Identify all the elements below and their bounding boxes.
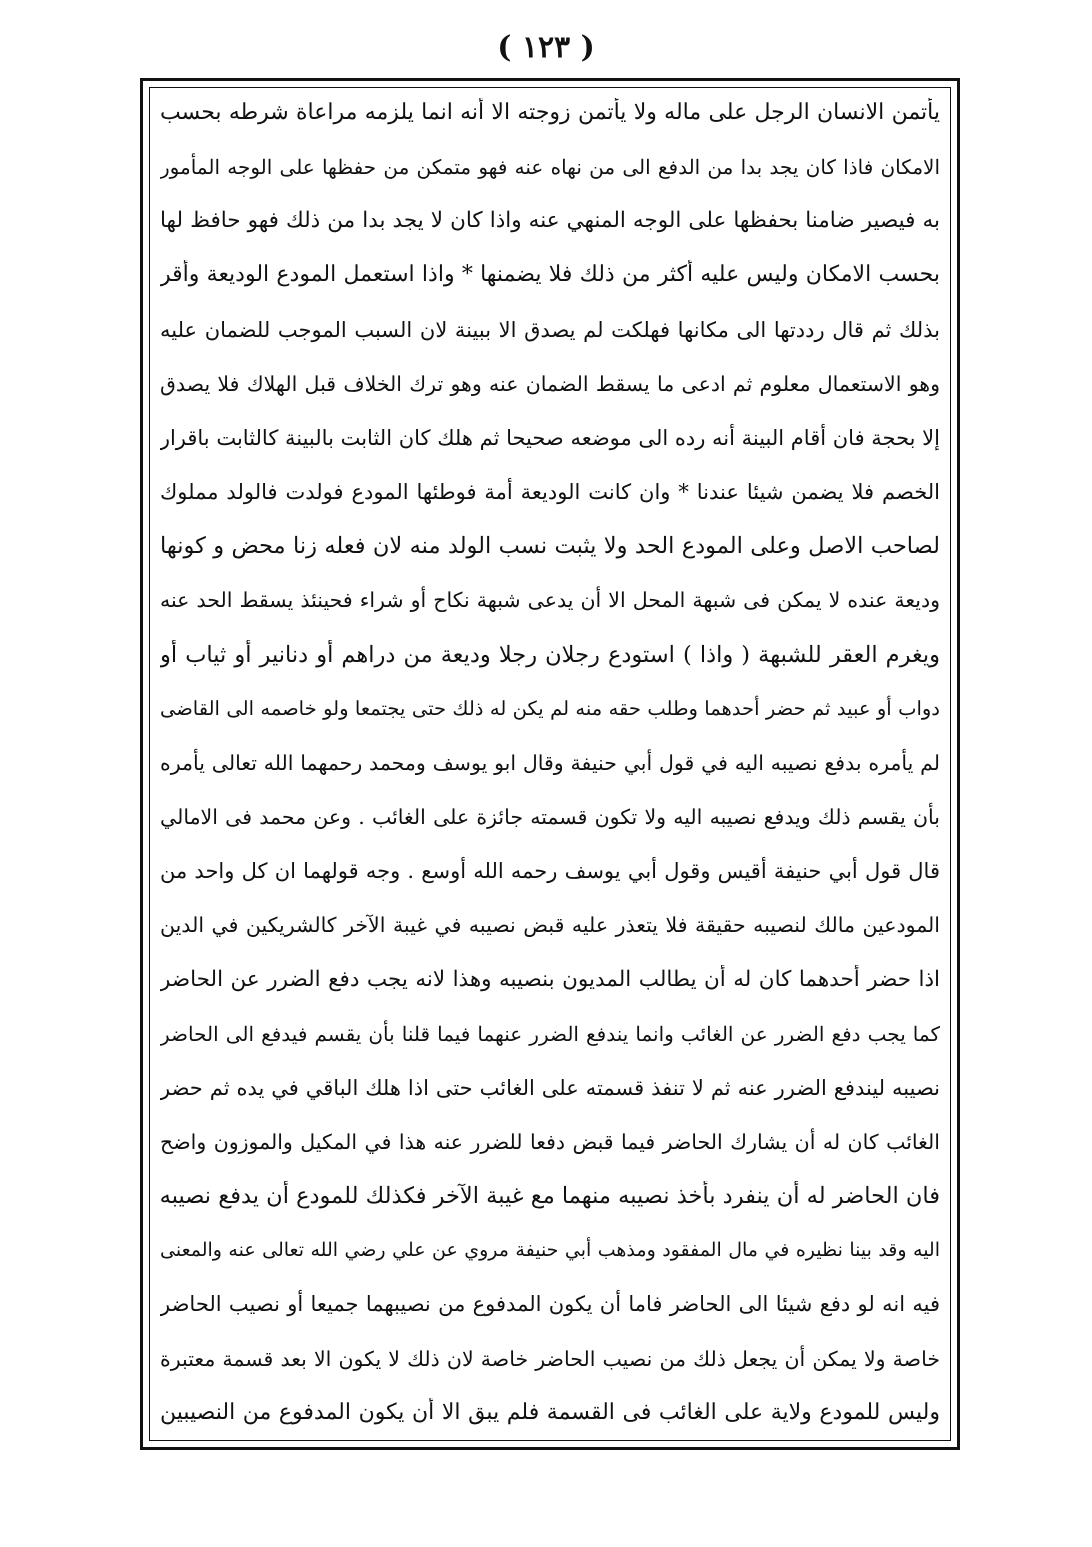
text-line: لم يأمره بدفع نصيبه اليه في قول أبي حنيفة وقال ابو يوسف ومحمد رحمهما الله تعالى يأمره	[160, 750, 940, 775]
text-line: الخصم فلا يضمن شيئا عندنا * وان كانت الوديعة أمة فوطئها المودع فولدت فالولد مملوك	[160, 480, 940, 505]
text-line: وليس للمودع ولاية على الغائب فى القسمة فلم يبق الا أن يكون المدفوع من النصيبين	[160, 1399, 940, 1425]
page-number: ( ١٢٣ )	[497, 30, 595, 65]
text-line: الغائب كان له أن يشارك الحاضر فيما قبض دفعا للضرر عنه هذا في المكيل والموزون واضح	[160, 1129, 940, 1154]
text-line: إلا بحجة فان أقام البينة أنه رده الى موضعه صحيحا ثم هلك كان الثابت بالبينة كالثابت باقرار	[160, 425, 940, 450]
text-line: اليه وقد بينا نظيره في مال المفقود ومذهب أبي حنيفة مروي عن علي رضي الله تعالى عنه والمعنى	[160, 1239, 940, 1262]
text-line: يأتمن الانسان الرجل على ماله ولا يأتمن زوجته الا أنه انما يلزمه مراعاة شرطه بحسب	[160, 100, 940, 125]
text-line: المودعين مالك لنصيبه حقيقة فلا يتعذر عليه قبض نصيبه في غيبة الآخر كالشريكين في الدين	[160, 913, 940, 938]
text-line: بذلك ثم قال رددتها الى مكانها فهلكت لم يصدق الا ببينة لان السبب الموجب للضمان عليه	[160, 317, 940, 342]
text-line: اذا حضر أحدهما كان له أن يطالب المديون بنصيبه وهذا لانه يجب دفع الضرر عن الحاضر	[160, 966, 940, 992]
text-line: قال قول أبي حنيفة أقيس وقول أبي يوسف رحمه الله أوسع . وجه قولهما ان كل واحد من	[160, 859, 940, 884]
text-line: وديعة عنده لا يمكن فى شبهة المحل الا أن يدعى شبهة نكاح أو شراء فحينئذ يسقط الحد عنه	[160, 588, 940, 613]
text-line: كما يجب دفع الضرر عن الغائب وانما يندفع الضرر عنهما فيما قلنا بأن يقسم فيدفع الى الحاضر	[160, 1021, 940, 1046]
text-line: الامكان فاذا كان يجد بدا من الدفع الى من نهاه عنه فهو متمكن من حفظها على الوجه المأمور	[160, 155, 940, 180]
text-line: فان الحاضر له أن ينفرد بأخذ نصيبه منهما مع غيبة الآخر فكذلك للمودع أن يدفع نصيبه	[160, 1183, 940, 1210]
text-line: نصيبه ليندفع الضرر عنه ثم لا تنفذ قسمته على الغائب حتى اذا هلك الباقي في يده ثم حضر	[160, 1075, 940, 1100]
text-line: لصاحب الاصل وعلى المودع الحد ولا يثبت نسب الولد منه لان فعله زنا محض و كونها	[160, 533, 940, 560]
text-line: خاصة ولا يمكن أن يجعل ذلك من نصيب الحاضر خاصة لان ذلك لا يكون الا بعد قسمة معتبرة	[160, 1346, 940, 1371]
text-line: به فيصير ضامنا بحفظها على الوجه المنهي عنه واذا كان لا يجد بدا من ذلك فهو حافظ لها	[160, 208, 940, 234]
text-line: فيه انه لو دفع شيئا الى الحاضر فاما أن يكون المدفوع من نصيبهما جميعا أو نصيب الحاضر	[160, 1292, 940, 1317]
text-line: بأن يقسم ذلك ويدفع نصيبه اليه ولا تكون قسمته جائزة على الغائب . وعن محمد فى الامالي	[160, 805, 940, 830]
text-line: ويغرم العقر للشبهة ( واذا ) استودع رجلان رجلا وديعة من دراهم أو دنانير أو ثياب أو	[160, 641, 940, 668]
body-text	[156, 92, 944, 1436]
text-line: بحسب الامكان وليس عليه أكثر من ذلك فلا يضمنها * واذا استعمل المودع الوديعة وأقر	[160, 262, 940, 288]
text-line: دواب أو عبيد ثم حضر أحدهما وطلب حقه منه لم يكن له ذلك حتى يجتمعا ولو خاصمه الى القاضى	[160, 696, 940, 720]
text-line: وهو الاستعمال معلوم ثم ادعى ما يسقط الضمان عنه وهو ترك الخلاف قبل الهلاك فلا يصدق	[160, 371, 940, 396]
